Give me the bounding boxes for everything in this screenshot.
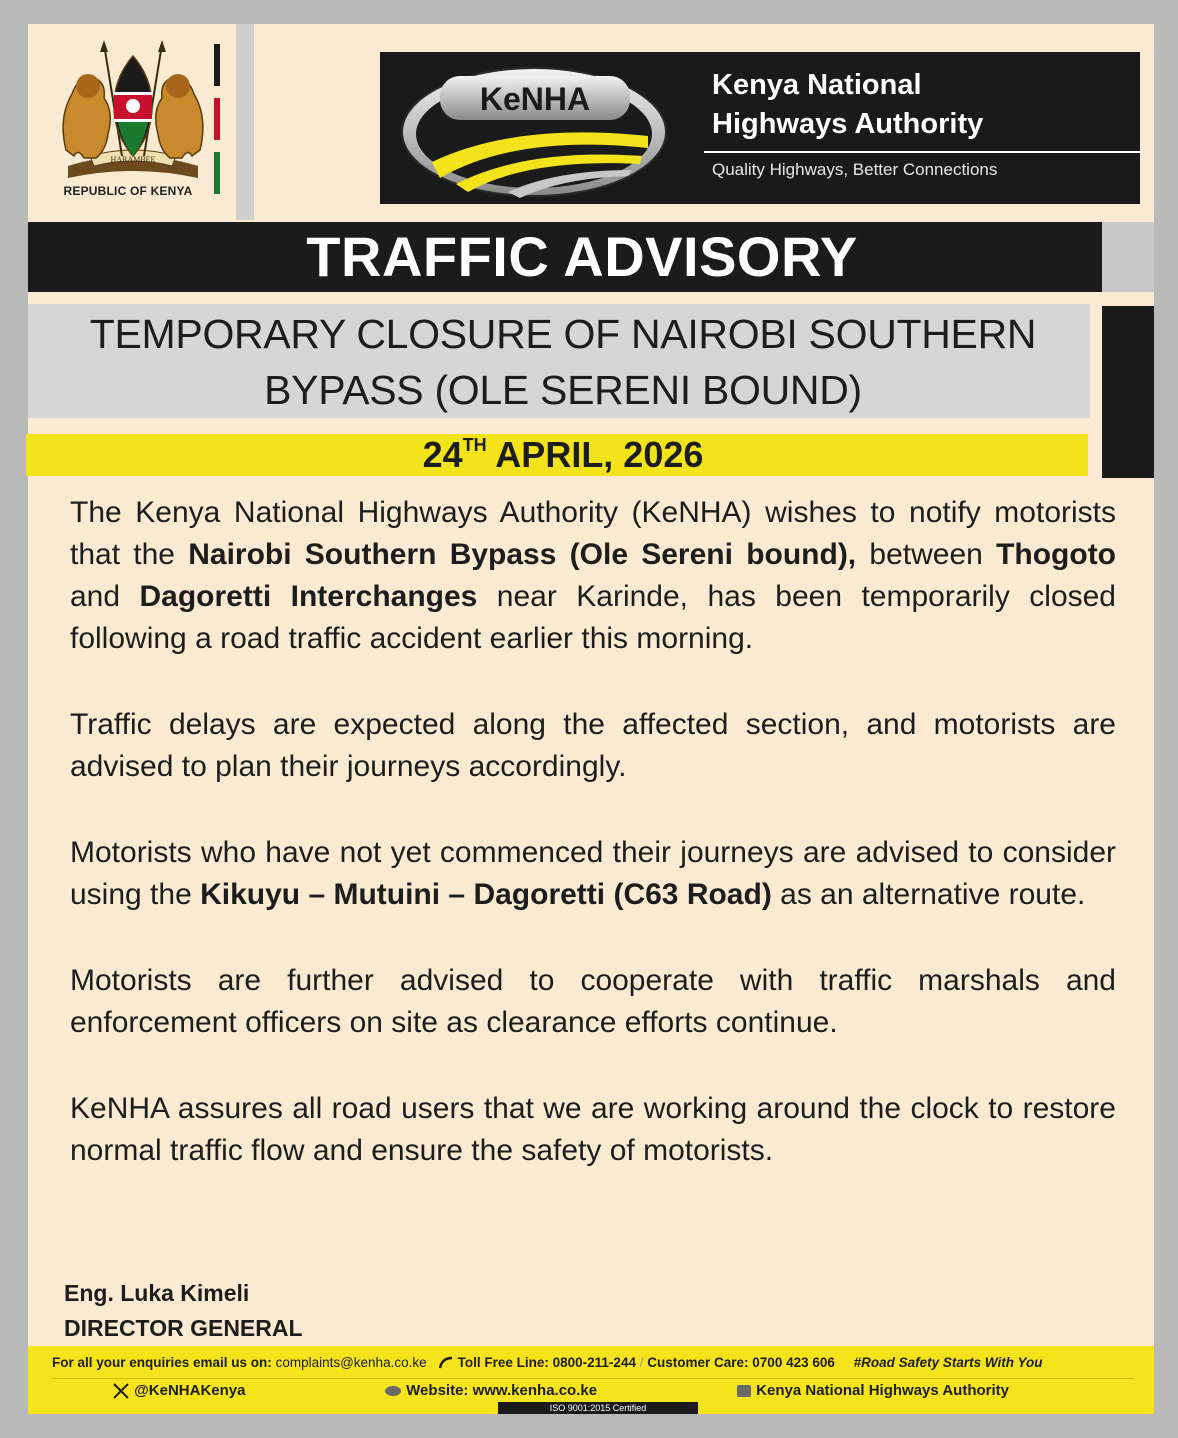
facebook-link[interactable] (736, 1382, 1009, 1399)
header-divider (236, 24, 254, 220)
kenha-logo-icon (396, 52, 686, 204)
page-title: TRAFFIC ADVISORY (306, 225, 858, 288)
p1-dagoretti: Dagoretti Interchanges (139, 580, 478, 613)
date-rest: APRIL, 2026 (486, 434, 704, 475)
footer-separator: / (639, 1355, 644, 1370)
signatory-title: DIRECTOR GENERAL (64, 1315, 303, 1341)
enquiries-label: For all your enquiries email us on: (52, 1355, 272, 1370)
crest-motto: HARAMBEE (110, 155, 156, 164)
advisory-body (70, 492, 1116, 1216)
p3-text-a: Motorists who have not yet commenced their journeys are advised to consider using the (70, 836, 1116, 911)
toll-free-line[interactable]: Toll Free Line: 0800-211-244 (457, 1355, 636, 1370)
p3-text-c: as an alternative route. (771, 878, 1086, 911)
flag-bar-red (214, 98, 220, 140)
tagline: Quality Highways, Better Connections (712, 160, 998, 179)
facebook-icon (736, 1384, 752, 1398)
website-link[interactable] (384, 1382, 597, 1399)
flag-bar-green (214, 152, 220, 194)
phone-icon (438, 1356, 454, 1370)
subtitle-line1: TEMPORARY CLOSURE OF NAIROBI SOUTHERN (89, 311, 1037, 357)
coat-of-arms-icon (48, 38, 218, 188)
flag-bar-black (214, 44, 220, 86)
date-suffix: TH (462, 435, 487, 455)
paragraph-1 (70, 492, 1116, 660)
p1-text-a: The Kenya National Highways Authority (KeNHA) wishes to notify motorists that the (70, 496, 1116, 571)
signature-block (64, 1276, 303, 1346)
iso-badge: ISO 9001:2015 Certified (498, 1402, 698, 1414)
p1-text-c: between (856, 538, 997, 571)
crest-section (28, 24, 236, 220)
customer-care-line[interactable]: Customer Care: 0700 423 606 (647, 1355, 835, 1370)
x-icon (112, 1383, 130, 1399)
p3-alt-route: Kikuyu – Mutuini – Dagoretti (C63 Road) (200, 878, 772, 911)
p1-text-e: and (70, 580, 140, 613)
subtitle (28, 306, 1098, 418)
p1-road-name: Nairobi Southern Bypass (Ole Sereni bound), (188, 538, 857, 571)
advisory-date (26, 434, 1100, 476)
date-day: 24 (422, 434, 463, 475)
globe-icon (384, 1385, 402, 1397)
footer-divider (52, 1378, 1134, 1379)
footer-contacts (52, 1355, 1043, 1370)
flag-bars (214, 44, 220, 194)
republic-label: REPUBLIC OF KENYA (63, 184, 193, 198)
hashtag: #Road Safety Starts With You (853, 1355, 1043, 1370)
twitter-text: @KeNHAKenya (134, 1382, 246, 1399)
p1-thogoto: Thogoto (996, 538, 1117, 571)
paragraph-3 (70, 832, 1116, 916)
facebook-text: Kenya National Highways Authority (756, 1382, 1009, 1399)
paragraph-4: Motorists are further advised to cooperate with traffic marshals and enforcement officers on site as clearance efforts continue. (70, 964, 1116, 1039)
paragraph-2: Traffic delays are expected along the affected section, and motorists are advised to plan their journeys accordingly. (70, 708, 1116, 783)
org-name-line2: Highways Authority (712, 108, 984, 140)
signatory-name: Eng. Luka Kimeli (64, 1280, 250, 1306)
subtitle-accent (1102, 306, 1154, 478)
org-name-line1: Kenya National (712, 69, 922, 101)
kenha-logo-text: KeNHA (479, 81, 591, 117)
org-name (712, 66, 983, 144)
paragraph-5: KeNHA assures all road users that we are working around the clock to restore normal traffic flow and ensure the safety of motorists. (70, 1092, 1116, 1167)
website-text: Website: www.kenha.co.ke (406, 1382, 598, 1399)
tagline-divider (704, 151, 1140, 153)
subtitle-line2: BYPASS (OLE SERENI BOUND) (264, 367, 862, 413)
p1-text-g: near Karinde, has been temporarily closed following a road traffic accident earlier this morning. (70, 580, 1116, 655)
email-link[interactable]: complaints@kenha.co.ke (275, 1355, 427, 1370)
twitter-handle[interactable] (112, 1382, 246, 1399)
